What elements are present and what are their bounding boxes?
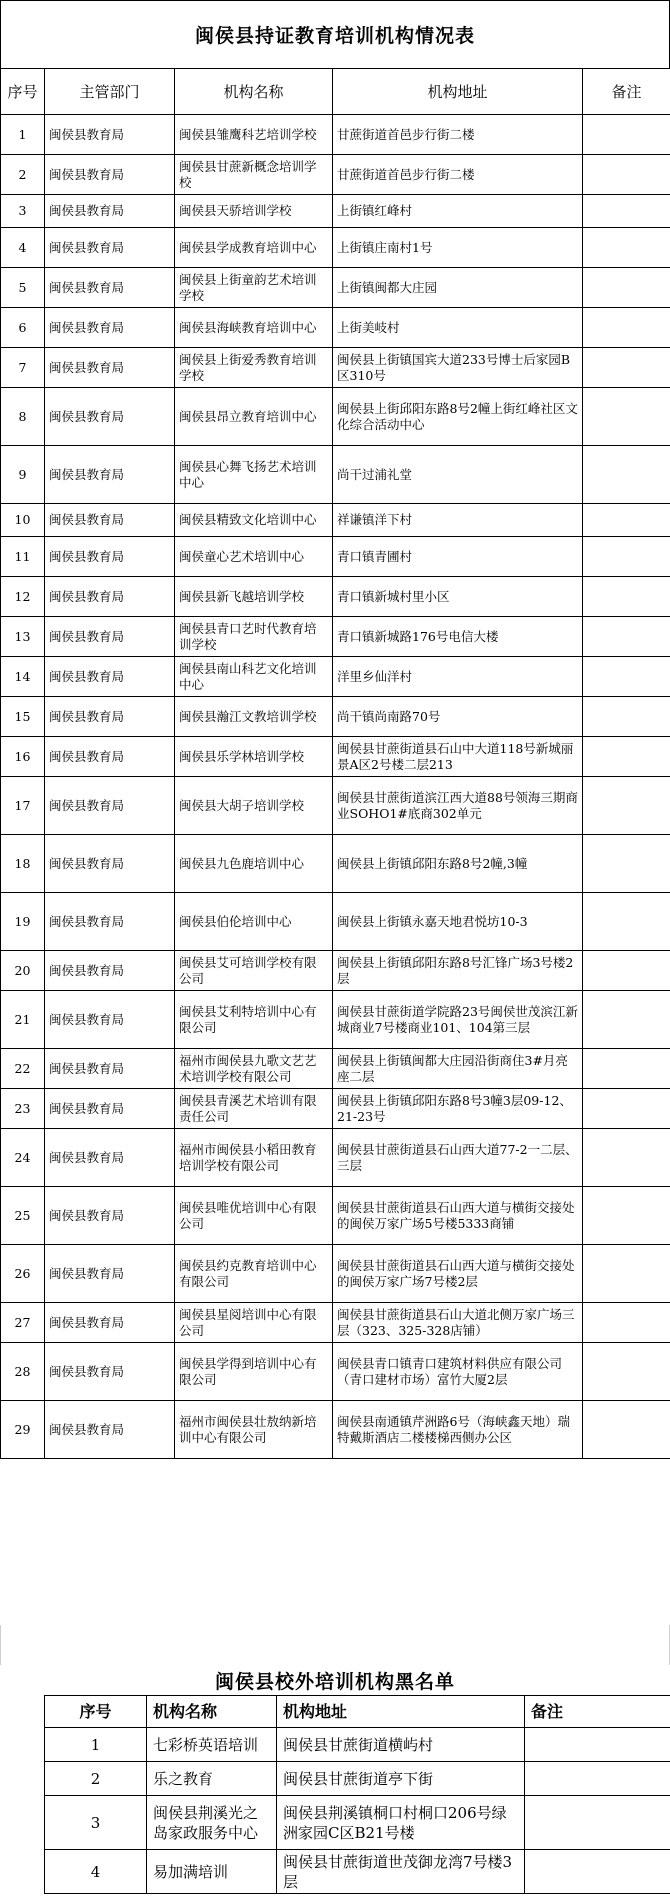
bl-row-note <box>525 1762 670 1796</box>
table-row <box>1 835 670 893</box>
row-address: 闽侯县甘蔗街道县石山大道北侧万家广场三层（323、325-328店铺） <box>333 1303 583 1343</box>
row-note <box>583 115 670 155</box>
row-dept: 闽侯县教育局 <box>45 537 175 577</box>
table-row <box>1 951 670 991</box>
blacklist-header-row <box>45 1696 670 1728</box>
row-note <box>583 777 670 835</box>
licensed-institutions-table <box>0 68 670 1459</box>
row-address: 青口镇新城路176号电信大楼 <box>333 617 583 657</box>
header-no: 序号 <box>1 69 45 115</box>
row-address: 洋里乡仙洋村 <box>333 657 583 697</box>
row-address: 闽侯县南通镇芹洲路6号（海峡鑫天地）瑞特戴斯酒店二楼楼梯西侧办公区 <box>333 1401 583 1459</box>
table-row <box>1 1049 670 1089</box>
row-name: 闽侯县瀚江文教培训学校 <box>175 697 333 737</box>
row-address: 祥谦镇洋下村 <box>333 504 583 537</box>
row-dept: 闽侯县教育局 <box>45 1129 175 1187</box>
row-note <box>583 991 670 1049</box>
table-row <box>1 1129 670 1187</box>
row-address: 闽侯县上街镇永嘉天地君悦坊10-3 <box>333 893 583 951</box>
row-name: 闽侯县星阅培训中心有限公司 <box>175 1303 333 1343</box>
row-address: 尚干过浦礼堂 <box>333 446 583 504</box>
row-note <box>583 537 670 577</box>
bl-row-note <box>525 1796 670 1850</box>
row-address: 闽侯县甘蔗街道学院路23号闽侯世茂滨江新城商业7号楼商业101、104第三层 <box>333 991 583 1049</box>
row-number: 12 <box>1 577 45 617</box>
row-dept: 闽侯县教育局 <box>45 228 175 268</box>
bl-row-name: 易加满培训 <box>147 1850 277 1894</box>
row-note <box>583 1049 670 1089</box>
row-address: 甘蔗街道首邑步行街二楼 <box>333 155 583 195</box>
row-note <box>583 388 670 446</box>
row-dept: 闽侯县教育局 <box>45 348 175 388</box>
row-address: 甘蔗街道首邑步行街二楼 <box>333 115 583 155</box>
row-name: 闽侯县唯优培训中心有限公司 <box>175 1187 333 1245</box>
bl-header-note: 备注 <box>525 1696 670 1728</box>
row-dept: 闽侯县教育局 <box>45 155 175 195</box>
row-dept: 闽侯县教育局 <box>45 951 175 991</box>
row-note <box>583 1343 670 1401</box>
bl-row-note <box>525 1728 670 1762</box>
table-row <box>1 195 670 228</box>
row-number: 11 <box>1 537 45 577</box>
row-dept: 闽侯县教育局 <box>45 504 175 537</box>
row-number: 19 <box>1 893 45 951</box>
row-number: 2 <box>1 155 45 195</box>
row-name: 福州市闽侯县小稻田教育培训学校有限公司 <box>175 1129 333 1187</box>
row-note <box>583 737 670 777</box>
table-row <box>1 268 670 308</box>
row-note <box>583 577 670 617</box>
row-address: 尚干镇尚南路70号 <box>333 697 583 737</box>
row-address: 闽侯县上街镇邱阳东路8号3幢3层09-12、21-23号 <box>333 1089 583 1129</box>
section-gap <box>0 1625 670 1665</box>
table-row <box>1 893 670 951</box>
row-number: 27 <box>1 1303 45 1343</box>
bl-header-name: 机构名称 <box>147 1696 277 1728</box>
row-dept: 闽侯县教育局 <box>45 1343 175 1401</box>
row-number: 22 <box>1 1049 45 1089</box>
row-name: 闽侯县心舞飞扬艺术培训中心 <box>175 446 333 504</box>
row-number: 21 <box>1 991 45 1049</box>
row-dept: 闽侯县教育局 <box>45 657 175 697</box>
row-dept: 闽侯县教育局 <box>45 1401 175 1459</box>
row-name: 闽侯县精致文化培训中心 <box>175 504 333 537</box>
row-note <box>583 835 670 893</box>
table-row <box>1 155 670 195</box>
row-note <box>583 657 670 697</box>
bl-row-address: 闽侯县甘蔗街道亭下街 <box>277 1762 525 1796</box>
bl-header-address: 机构地址 <box>277 1696 525 1728</box>
table-row <box>1 777 670 835</box>
bl-row-address: 闽侯县荆溪镇桐口村桐口206号绿洲家园C区B21号楼 <box>277 1796 525 1850</box>
row-dept: 闽侯县教育局 <box>45 893 175 951</box>
row-address: 闽侯县上街镇国宾大道233号博士后家园B区310号 <box>333 348 583 388</box>
row-note <box>583 1089 670 1129</box>
table-row <box>1 737 670 777</box>
row-name: 闽侯县乐学林培训学校 <box>175 737 333 777</box>
bl-row-name: 七彩桥英语培训 <box>147 1728 277 1762</box>
row-note <box>583 697 670 737</box>
row-note <box>583 504 670 537</box>
row-note <box>583 617 670 657</box>
row-number: 29 <box>1 1401 45 1459</box>
row-name: 闽侯县大胡子培训学校 <box>175 777 333 835</box>
row-name: 闽侯县甘蔗新概念培训学校 <box>175 155 333 195</box>
bl-row-number: 3 <box>45 1796 147 1850</box>
main-table-title: 闽侯县持证教育培训机构情况表 <box>0 0 670 68</box>
row-note <box>583 951 670 991</box>
row-address: 闽侯县甘蔗街道县石山西大道与横街交接处的闽侯万家广场5号楼5333商铺 <box>333 1187 583 1245</box>
row-note <box>583 308 670 348</box>
table-row <box>1 308 670 348</box>
blacklist-table-body <box>45 1728 670 1894</box>
row-name: 闽侯县伯伦培训中心 <box>175 893 333 951</box>
row-note <box>583 1401 670 1459</box>
row-name: 闽侯县上街爱秀教育培训学校 <box>175 348 333 388</box>
row-address: 闽侯县上街镇邱阳东路8号汇锋广场3号楼2层 <box>333 951 583 991</box>
row-number: 1 <box>1 115 45 155</box>
row-name: 闽侯县九色鹿培训中心 <box>175 835 333 893</box>
row-dept: 闽侯县教育局 <box>45 1303 175 1343</box>
row-name: 闽侯县艾可培训学校有限公司 <box>175 951 333 991</box>
row-name: 闽侯县上街童韵艺术培训学校 <box>175 268 333 308</box>
row-dept: 闽侯县教育局 <box>45 388 175 446</box>
table-row <box>1 1187 670 1245</box>
table-row <box>1 1303 670 1343</box>
row-number: 6 <box>1 308 45 348</box>
row-dept: 闽侯县教育局 <box>45 195 175 228</box>
row-number: 7 <box>1 348 45 388</box>
blacklist-row <box>45 1796 670 1850</box>
bl-row-name: 乐之教育 <box>147 1762 277 1796</box>
row-dept: 闽侯县教育局 <box>45 308 175 348</box>
row-name: 闽侯县学得到培训中心有限公司 <box>175 1343 333 1401</box>
row-note <box>583 268 670 308</box>
row-dept: 闽侯县教育局 <box>45 1245 175 1303</box>
main-header-row <box>1 69 670 115</box>
row-dept: 闽侯县教育局 <box>45 991 175 1049</box>
row-note <box>583 1187 670 1245</box>
bl-row-address: 闽侯县甘蔗街道世茂御龙湾7号楼3层 <box>277 1850 525 1894</box>
row-number: 26 <box>1 1245 45 1303</box>
table-row <box>1 388 670 446</box>
row-address: 上街美岐村 <box>333 308 583 348</box>
row-name: 闽侯童心艺术培训中心 <box>175 537 333 577</box>
row-name: 福州市闽侯县九歌文艺艺术培训学校有限公司 <box>175 1049 333 1089</box>
row-address: 上街镇红峰村 <box>333 195 583 228</box>
row-dept: 闽侯县教育局 <box>45 777 175 835</box>
row-dept: 闽侯县教育局 <box>45 115 175 155</box>
table-row <box>1 115 670 155</box>
row-address: 上街镇闽都大庄园 <box>333 268 583 308</box>
row-dept: 闽侯县教育局 <box>45 577 175 617</box>
bl-row-number: 1 <box>45 1728 147 1762</box>
row-number: 8 <box>1 388 45 446</box>
table-row <box>1 577 670 617</box>
blacklist-row <box>45 1850 670 1894</box>
bl-row-note <box>525 1850 670 1894</box>
row-address: 闽侯县上街邱阳东路8号2幢上街红峰社区文化综合活动中心 <box>333 388 583 446</box>
row-address: 青口镇新城村里小区 <box>333 577 583 617</box>
row-number: 3 <box>1 195 45 228</box>
row-dept: 闽侯县教育局 <box>45 1187 175 1245</box>
bl-row-number: 4 <box>45 1850 147 1894</box>
table-row <box>1 348 670 388</box>
row-number: 9 <box>1 446 45 504</box>
row-number: 5 <box>1 268 45 308</box>
table-row <box>1 657 670 697</box>
header-note: 备注 <box>583 69 670 115</box>
table-row <box>1 1401 670 1459</box>
row-address: 闽侯县上街镇闽都大庄园沿街商住3#月亮座二层 <box>333 1049 583 1089</box>
row-name: 闽侯县南山科艺文化培训中心 <box>175 657 333 697</box>
row-number: 13 <box>1 617 45 657</box>
row-number: 4 <box>1 228 45 268</box>
table-row <box>1 446 670 504</box>
row-number: 14 <box>1 657 45 697</box>
table-row <box>1 1343 670 1401</box>
row-name: 闽侯县约克教育培训中心有限公司 <box>175 1245 333 1303</box>
row-address: 闽侯县甘蔗街道县石山西大道与横街交接处的闽侯万家广场7号楼2层 <box>333 1245 583 1303</box>
bl-header-no: 序号 <box>45 1696 147 1728</box>
row-note <box>583 1303 670 1343</box>
blacklist-row <box>45 1762 670 1796</box>
row-number: 10 <box>1 504 45 537</box>
row-address: 闽侯县甘蔗街道县石山中大道118号新城丽景A区2号楼二层213 <box>333 737 583 777</box>
row-number: 16 <box>1 737 45 777</box>
row-number: 28 <box>1 1343 45 1401</box>
row-address: 上街镇庄南村1号 <box>333 228 583 268</box>
row-note <box>583 893 670 951</box>
row-note <box>583 1245 670 1303</box>
table-row <box>1 228 670 268</box>
row-name: 闽侯县艾利特培训中心有限公司 <box>175 991 333 1049</box>
header-dept: 主管部门 <box>45 69 175 115</box>
row-number: 23 <box>1 1089 45 1129</box>
row-number: 17 <box>1 777 45 835</box>
bl-row-name: 闽侯县荆溪光之岛家政服务中心 <box>147 1796 277 1850</box>
row-name: 福州市闽侯县壮敖纳新培训中心有限公司 <box>175 1401 333 1459</box>
header-name: 机构名称 <box>175 69 333 115</box>
row-dept: 闽侯县教育局 <box>45 1089 175 1129</box>
table-row <box>1 617 670 657</box>
table-row <box>1 504 670 537</box>
table-row <box>1 991 670 1049</box>
row-name: 闽侯县雏鹰科艺培训学校 <box>175 115 333 155</box>
row-number: 24 <box>1 1129 45 1187</box>
row-dept: 闽侯县教育局 <box>45 617 175 657</box>
row-address: 闽侯县甘蔗街道县石山西大道77-2一二层、三层 <box>333 1129 583 1187</box>
row-note <box>583 155 670 195</box>
table-row <box>1 537 670 577</box>
bl-row-number: 2 <box>45 1762 147 1796</box>
row-dept: 闽侯县教育局 <box>45 835 175 893</box>
row-note <box>583 446 670 504</box>
row-note <box>583 228 670 268</box>
row-number: 15 <box>1 697 45 737</box>
row-name: 闽侯县天骄培训学校 <box>175 195 333 228</box>
blacklist-title: 闽侯县校外培训机构黑名单 <box>214 1670 455 1693</box>
row-dept: 闽侯县教育局 <box>45 737 175 777</box>
row-address: 闽侯县青口镇青口建筑材料供应有限公司（青口建材市场）富竹大厦2层 <box>333 1343 583 1401</box>
blacklist-row <box>45 1728 670 1762</box>
row-name: 闽侯县青溪艺术培训有限责任公司 <box>175 1089 333 1129</box>
main-table-body <box>1 115 670 1459</box>
row-address: 青口镇青圃村 <box>333 537 583 577</box>
row-note <box>583 1129 670 1187</box>
row-note <box>583 348 670 388</box>
blacklist-table <box>44 1695 670 1894</box>
row-name: 闽侯县昂立教育培训中心 <box>175 388 333 446</box>
row-dept: 闽侯县教育局 <box>45 268 175 308</box>
row-name: 闽侯县学成教育培训中心 <box>175 228 333 268</box>
row-number: 25 <box>1 1187 45 1245</box>
table-row <box>1 1089 670 1129</box>
header-address: 机构地址 <box>333 69 583 115</box>
row-name: 闽侯县青口艺时代教育培训学校 <box>175 617 333 657</box>
table-row <box>1 1245 670 1303</box>
row-name: 闽侯县新飞越培训学校 <box>175 577 333 617</box>
row-dept: 闽侯县教育局 <box>45 697 175 737</box>
row-dept: 闽侯县教育局 <box>45 446 175 504</box>
row-note <box>583 195 670 228</box>
row-address: 闽侯县甘蔗街道滨江西大道88号领海三期商业SOHO1#底商302单元 <box>333 777 583 835</box>
row-name: 闽侯县海峡教育培训中心 <box>175 308 333 348</box>
row-address: 闽侯县上街镇邱阳东路8号2幢,3幢 <box>333 835 583 893</box>
row-dept: 闽侯县教育局 <box>45 1049 175 1089</box>
table-row <box>1 697 670 737</box>
bl-row-address: 闽侯县甘蔗街道横屿村 <box>277 1728 525 1762</box>
row-number: 20 <box>1 951 45 991</box>
row-number: 18 <box>1 835 45 893</box>
